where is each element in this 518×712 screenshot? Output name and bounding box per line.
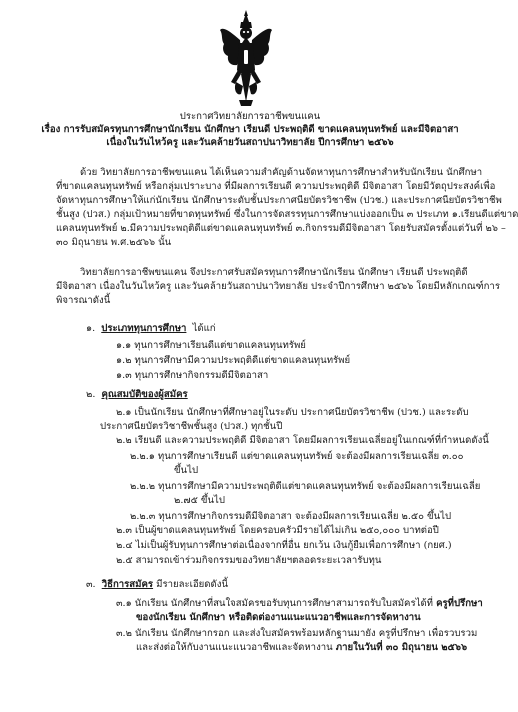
section-3-item-1-text: ๓.๑ นักเรียน นักศึกษาที่สนใจสมัครขอรับทุนการศึกษาสามารถรับใบสมัครได้ที่ [116,598,437,609]
intro-line-3: จัดหาทุนการศึกษาให้แก่นักเรียน นักศึกษาระดับชั้นประกาศนียบัตรวิชาชีพ (ปวช.) และประกาศนียบัตรวิชาชีพ [56,195,502,206]
section-2-heading [86,388,466,401]
section-1-heading [86,322,466,335]
section-2-line: ขึ้นไป [174,465,199,476]
para2-line-2: มีจิตอาสา เนื่องในวันไหว้ครู และวันคล้ายวันสถาปนาวิทยาลัย ประจำปีการศึกษา ๒๕๖๖ โดยมีหลักเกณฑ์การ [56,281,500,292]
section-3-item-2-text: และส่งต่อให้กับงานแนะแนวอาชีพและจัดหางาน [136,642,336,653]
section-2-line: ๒.๓ เป็นผู้ขาดแคลนทุนทรัพย์ โดยครอบครัวมีรายได้ไม่เกิน ๒๕๐,๐๐๐ บาทต่อปี [116,525,439,536]
section-3-item-1-line-1 [116,597,483,610]
section-3-item-2-line-1: ๓.๒ นักเรียน นักศึกษากรอก และส่งใบสมัครพร้อมหลักฐานมายัง ครูที่ปรึกษา เพื่อรวบรวม [116,628,478,639]
section-3-item-2-deadline: ภายในวันที่ ๓๐ มิถุนายน ๒๕๖๖ [335,642,468,653]
section-1-item: ๑.๑ ทุนการศึกษาเรียนดีแต่ขาดแคลนทุนทรัพย์ [116,340,306,351]
section-2-line: ๒.๑ เป็นนักเรียน นักศึกษาที่ศึกษาอยู่ในระดับ ประกาศนียบัตรวิชาชีพ (ปวช.) และระดับ [116,407,469,418]
section-2-line: ๒.๔ ไม่เป็นผู้รับทุนการศึกษาต่อเนื่องจากที่อื่น ยกเว้น เงินกู้ยืมเพื่อการศึกษา (กยศ.) [116,540,452,551]
section-1-item: ๑.๓ ทุนการศึกษากิจกรรมดีมีจิตอาสา [116,370,269,381]
section-2-line: ๒.๒ เรียนดี และความประพฤติดี มีจิตอาสา โดยมีผลการเรียนเฉลี่ยอยู่ในเกณฑ์ที่กำหนดดังนี้ [116,435,489,446]
intro-line-2: ที่ขาดแคลนทุนทรัพย์ หรือกลุ่มเปราะบาง ที่มีผลการเรียนดี ความประพฤติดี มีจิตอาสา โดยมีวัตถุประสงค์เพื่อ [56,181,496,192]
section-2-line: ประกาศนียบัตรวิชาชีพชั้นสูง (ปวส.) ทุกชั้นปี [100,421,283,432]
intro-line-6: ๓๐ มิถุนายน พ.ศ.๒๕๖๖ นั้น [56,237,172,248]
section-3-suffix: มีรายละเอียดดังนี้ [156,579,229,590]
section-2-title: คุณสมบัติของผู้สมัคร [101,389,188,400]
subject-line-1: เรื่อง การรับสมัครทุนการศึกษานักเรียน นักศึกษา เรียนดี ประพฤติดี ขาดแคลนทุนทรัพย์ และมีจิตอาสา [41,124,459,135]
section-1-title: ประเภททุนการศึกษา [101,323,187,334]
subject-line-2: เนื่องในวันไหว้ครู และวันคล้ายวันสถาปนาวิทยาลัย ปีการศึกษา ๒๕๖๖ [106,137,394,148]
section-2-line: ๒.๒.๓ ทุนการศึกษากิจกรรมดีมีจิตอาสา จะต้องมีผลการเรียนเฉลี่ย ๒.๕๐ ขึ้นไป [130,511,452,522]
section-3-heading [86,578,466,591]
section-2-line: ๒.๒.๒ ทุนการศึกษามีความประพฤติดีแต่ขาดแคลนทุนทรัพย์ จะต้องมีผลการเรียนเฉลี่ย [130,481,481,492]
section-3-item-2-line-2 [136,641,476,654]
section-3-item-1-line-2: ของนักเรียน นักศึกษา หรือติดต่องานแนะแนวอาชีพและการจัดหางาน [136,612,421,623]
section-3-title: วิธีการสมัคร [101,579,154,590]
para2-line-3: พิจารณาดังนี้ [56,295,111,306]
section-3-item-1-advisor: ครูที่ปรึกษา [436,598,483,609]
section-2-line: ๒.๕ สามารถเข้าร่วมกิจกรรมของวิทยาลัยฯตลอดระยะเวลารับทุน [116,555,382,566]
intro-line-4: ชั้นสูง (ปวส.) กลุ่มเป้าหมายที่ขาดทุนทรัพย์ ซึ่งในการจัดสรรทุนการศึกษาแบ่งออกเป็น ๓ ประเภท ๑.เรียนดีแต่ขาด [56,209,518,220]
section-3-number: ๓. [86,579,96,590]
section-1-suffix: ได้แก่ [192,323,216,334]
section-1-number: ๑. [86,323,96,334]
intro-line-1: ด้วย วิทยาลัยการอาชีพขนแคน ได้เห็นความสำคัญด้านจัดหาทุนการศึกษาสำหรับนักเรียน นักศึกษา [80,167,483,178]
organization-title: ประกาศวิทยาลัยการอาชีพขนแคน [179,111,321,122]
intro-line-5: แคลนทุนทรัพย์ ๒.มีความประพฤติดีแต่ขาดแคลนทุนทรัพย์ ๓.กิจกรรมดีมีจิตอาสา โดยรับสมัครตั้งแต่วันที่ ๒๖ – [56,223,506,234]
garuda-emblem-icon [219,10,273,108]
section-2-number: ๒. [86,389,96,400]
section-1-item: ๑.๒ ทุนการศึกษามีความประพฤติดีแต่ขาดแคลนทุนทรัพย์ [116,355,351,366]
section-2-line: ๒.๒.๑ ทุนการศึกษาเรียนดี แต่ขาดแคลนทุนทรัพย์ จะต้องมีผลการเรียนเฉลี่ย ๓.๐๐ [130,451,464,462]
section-2-line: ๒.๗๕ ขึ้นไป [174,495,225,506]
para2-line-1: วิทยาลัยการอาชีพขนแคน จึงประกาศรับสมัครทุนการศึกษานักเรียน นักศึกษา เรียนดี ประพฤติดี [80,267,468,278]
